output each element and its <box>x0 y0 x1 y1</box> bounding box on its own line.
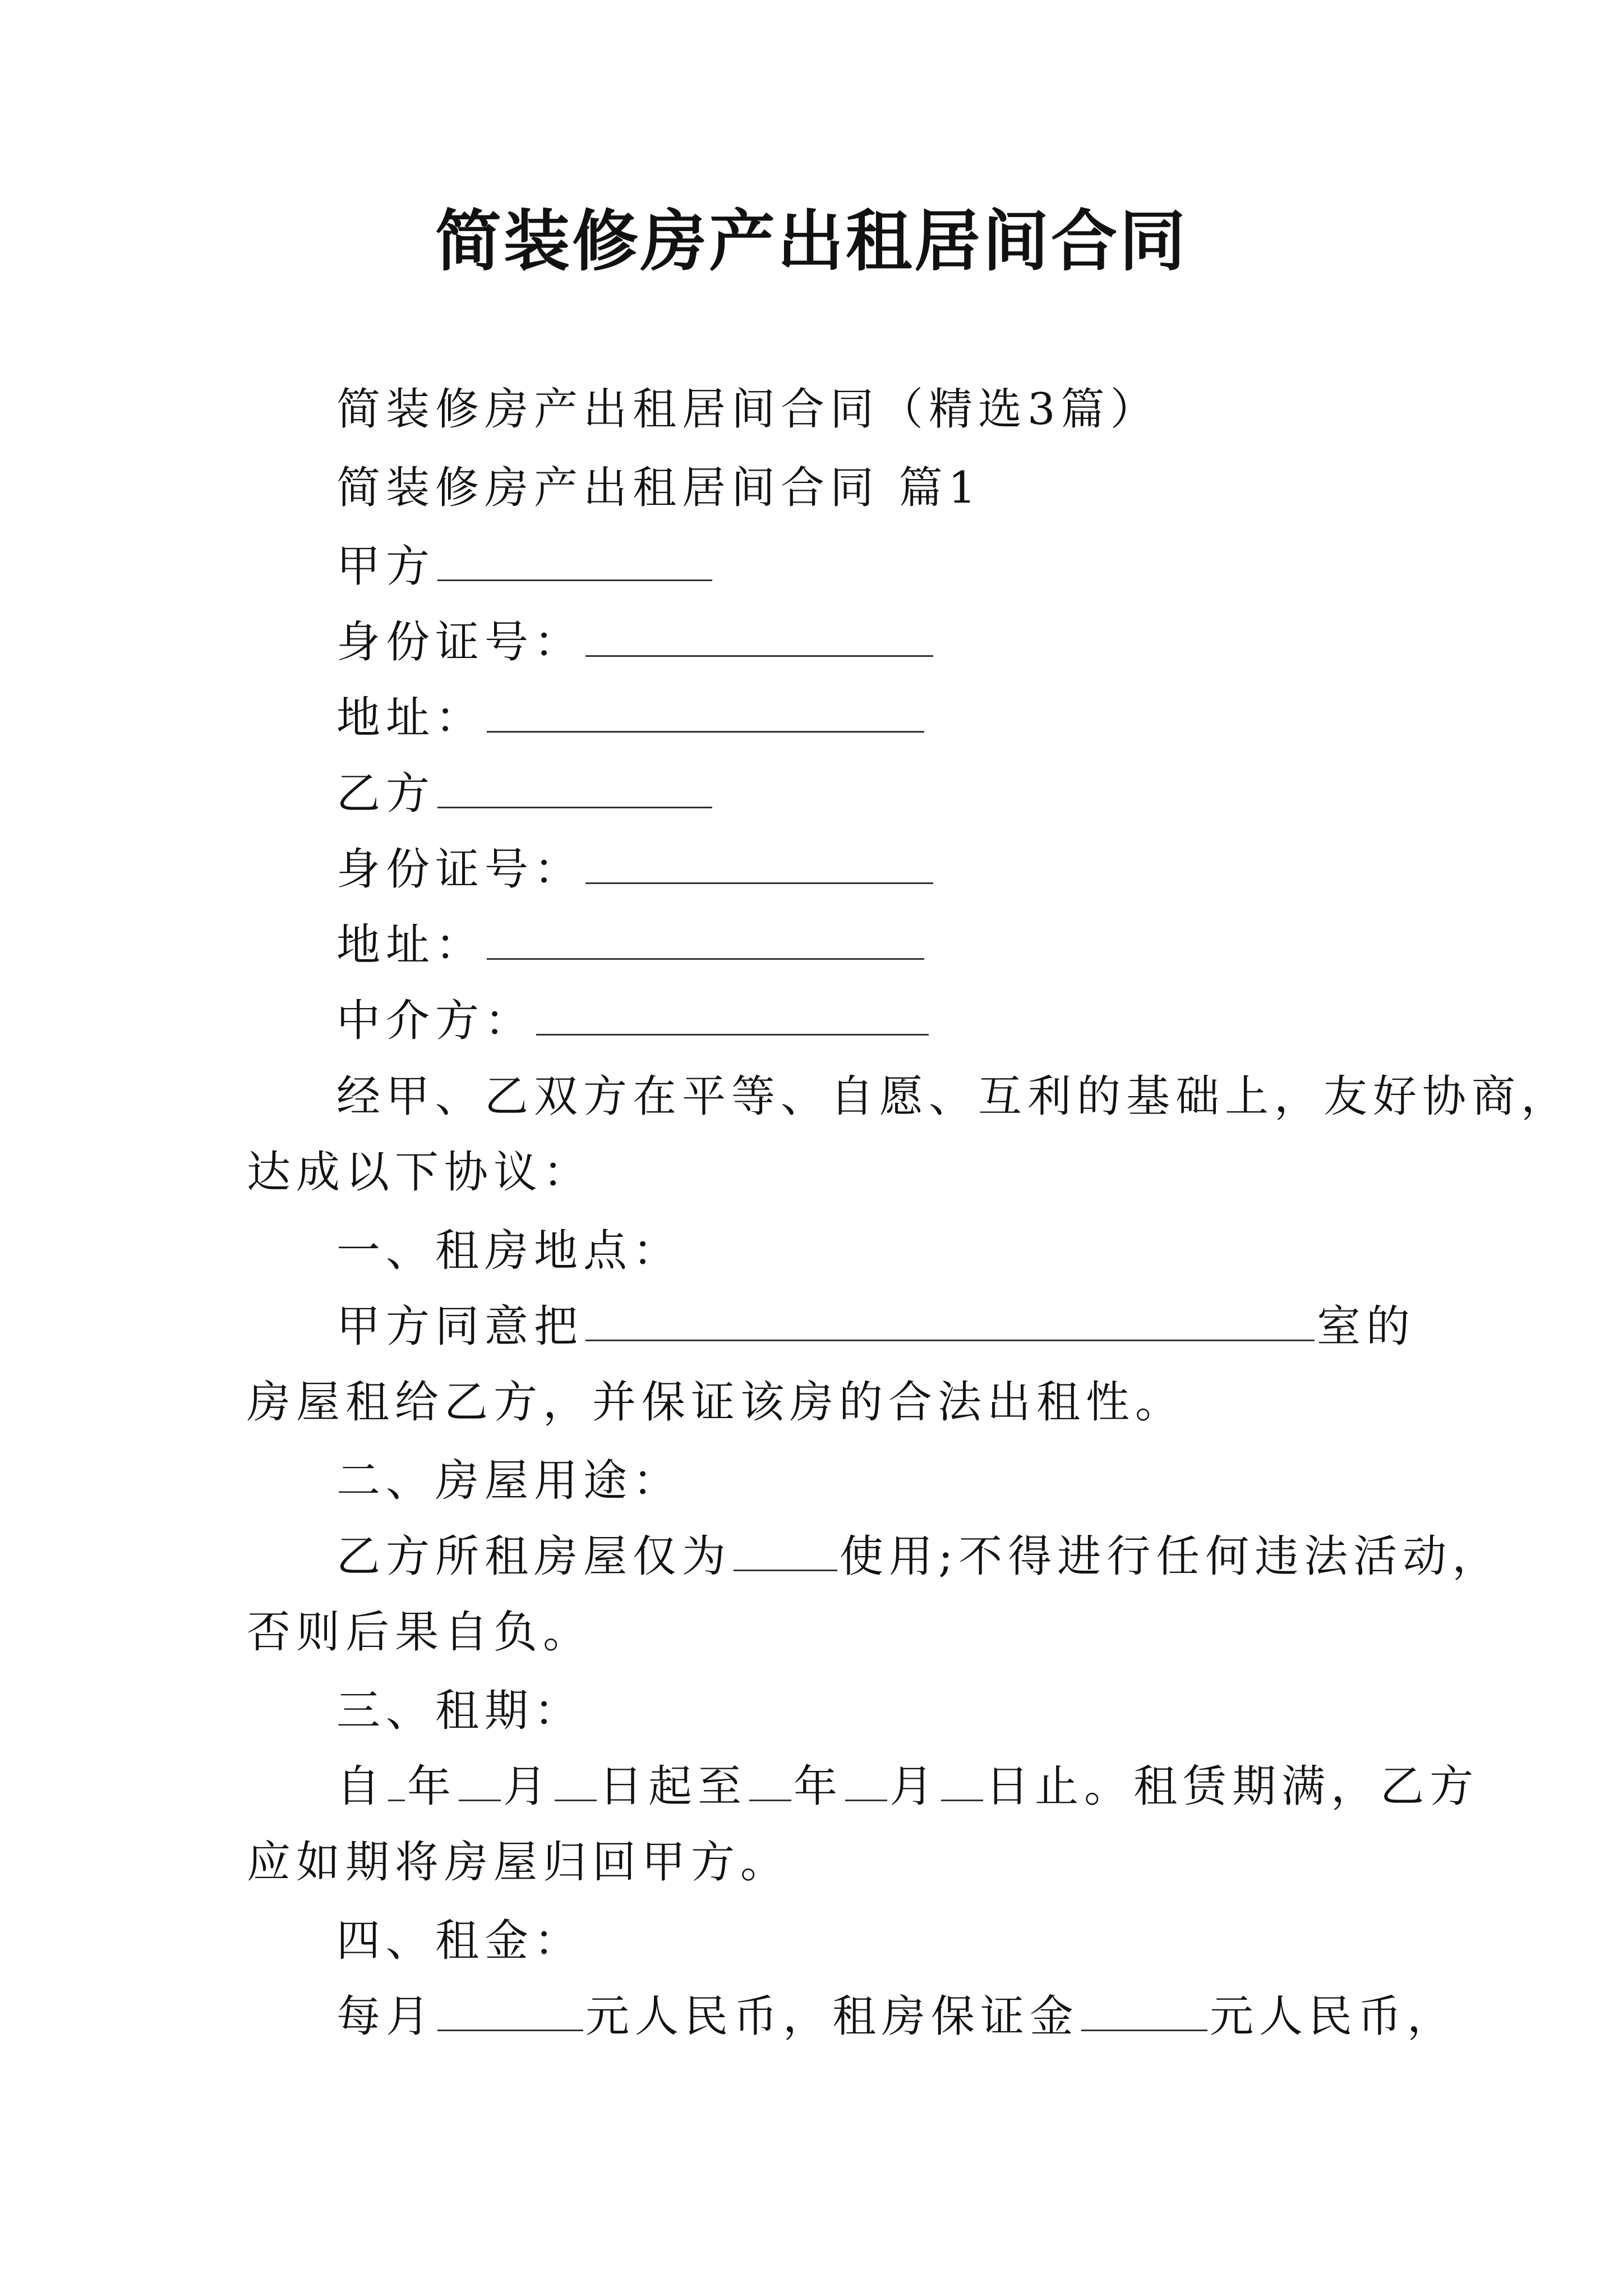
section2-text-b: 使用;不得进行任何违法活动， <box>840 1531 1502 1582</box>
section3-blank-2 <box>459 1760 501 1801</box>
section3-blank-5 <box>845 1760 887 1801</box>
subtitle: 简装修房产出租居间合同（精选3篇） <box>336 384 1160 435</box>
section4-deposit-blank <box>1081 1990 1207 2031</box>
party-a-id-line <box>336 611 935 673</box>
section3-blank-4 <box>749 1760 791 1801</box>
section1-line-1 <box>336 1296 1415 1358</box>
party-a-address-blank <box>487 692 924 733</box>
section2-line-2: 否则后果自负。 <box>247 1607 593 1658</box>
party-a-id-blank <box>585 616 933 657</box>
party-b-label: 乙方 <box>336 769 436 819</box>
intro-line-2: 达成以下协议： <box>247 1147 593 1198</box>
section3-month-1: 月 <box>503 1761 553 1812</box>
section2-text-a: 乙方所租房屋仅为 <box>336 1531 732 1582</box>
section3-blank-3 <box>555 1760 597 1801</box>
party-b-id-line <box>336 839 935 900</box>
section2-line-1 <box>336 1526 1501 1588</box>
party-b-id-label: 身份证号： <box>336 844 584 895</box>
section1-heading: 一、租房地点： <box>336 1226 683 1276</box>
party-b-line <box>336 763 714 825</box>
section1-line-2: 房屋租给乙方，并保证该房的合法出租性。 <box>247 1377 1185 1428</box>
section1-text-b: 室的 <box>1317 1301 1416 1352</box>
party-a-address-label: 地址： <box>336 693 485 743</box>
section3-year-1: 年 <box>407 1761 457 1812</box>
party-a-id-label: 身份证号： <box>336 617 584 668</box>
agent-line <box>336 990 931 1052</box>
section4-text-a: 每月 <box>336 1991 436 2042</box>
section3-blank-6 <box>941 1760 983 1801</box>
party-a-blank <box>437 540 712 581</box>
section2-usage-blank <box>734 1530 837 1571</box>
agent-label: 中介方： <box>336 996 534 1046</box>
section4-line-1 <box>336 1986 1456 2047</box>
section4-rent-blank <box>437 1990 583 2031</box>
party-a-line <box>336 536 714 597</box>
party-a-address-line <box>336 687 926 749</box>
section4-text-b: 元人民币，租房保证金 <box>585 1991 1080 2042</box>
party-b-address-blank <box>487 919 924 960</box>
section3-blank-1 <box>388 1760 405 1801</box>
section3-line-1 <box>336 1756 1479 1818</box>
section3-from: 自 <box>336 1761 386 1812</box>
section4-text-c: 元人民币， <box>1210 1991 1457 2042</box>
section3-year-2: 年 <box>794 1761 843 1812</box>
party-b-address-label: 地址： <box>336 920 485 970</box>
intro-line-1: 经甲、乙双方在平等、自愿、互利的基础上，友好协商， <box>336 1071 1571 1122</box>
section3-day-1: 日起至 <box>599 1761 748 1812</box>
part-heading: 简装修房产出租居间合同 篇1 <box>336 463 982 513</box>
section2-heading: 二、房屋用途： <box>336 1456 683 1506</box>
party-b-blank <box>437 767 712 808</box>
section3-heading: 三、租期： <box>336 1686 584 1736</box>
party-b-id-blank <box>585 843 933 884</box>
section3-month-2: 月 <box>889 1761 939 1812</box>
agent-blank <box>536 995 929 1036</box>
party-a-label: 甲方 <box>336 541 436 592</box>
party-b-address-line <box>336 914 926 976</box>
document-title: 简装修房产出租居间合同 <box>435 202 1188 280</box>
section1-text-a: 甲方同意把 <box>336 1301 584 1352</box>
section1-room-blank <box>585 1300 1315 1341</box>
section4-heading: 四、租金： <box>336 1916 584 1966</box>
section3-day-2: 日止。租赁期满，乙方 <box>985 1761 1479 1812</box>
section3-line-2: 应如期将房屋归回甲方。 <box>247 1837 790 1888</box>
